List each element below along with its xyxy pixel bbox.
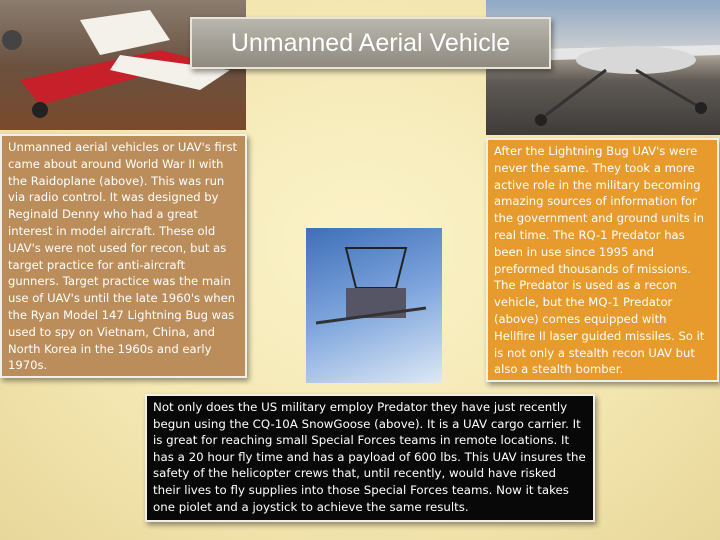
snowgoose-illustration [306, 228, 442, 383]
predator-text-box: After the Lightning Bug UAV's were never the same. They took a more active role in the military becoming amazing sources of information for the government and ground units in real time. The RQ-1 Predator has been in use since 1995 and preformed thousands of missions. The Predator is used as a recon vehicle, but the MQ-1 Predator (above) comes equipped with Hellfire II laser guided missiles. So it is not only a stealth recon UAV but also a stealth bomber. [486, 138, 719, 382]
snowgoose-text-box: Not only does the US military employ Predator they have just recently begun using the CQ-10A SnowGoose (above). It is a UAV cargo carrier. It is great for reaching small Special Forces teams in remote locations. It has a 20 hour fly time and has a payload of 600 lbs. This UAV insures the safety of the helicopter crews that, until recently, would have risked their lives to fly supplies into those Special Forces teams. Now it takes one piolet and a joystick to achieve the same results. [145, 394, 595, 522]
radioplane-text-box: Unmanned aerial vehicles or UAV's first came about around World War II with the Raidoplane (above). This was run via radio control. It was designed by Reginald Denny who had a great interest in model aircraft. These old UAV's were not used for recon, but as target practice for anti-aircraft gunners. Target practice was the main use of UAV's until the late 1960's when the Ryan Model 147 Lightning Bug was used to spy on Vietnam, China, and North Korea in the 1960s and early 1970s. [0, 134, 247, 378]
slide-title: Unmanned Aerial Vehicle [190, 17, 551, 69]
snowgoose-photo [306, 228, 442, 383]
